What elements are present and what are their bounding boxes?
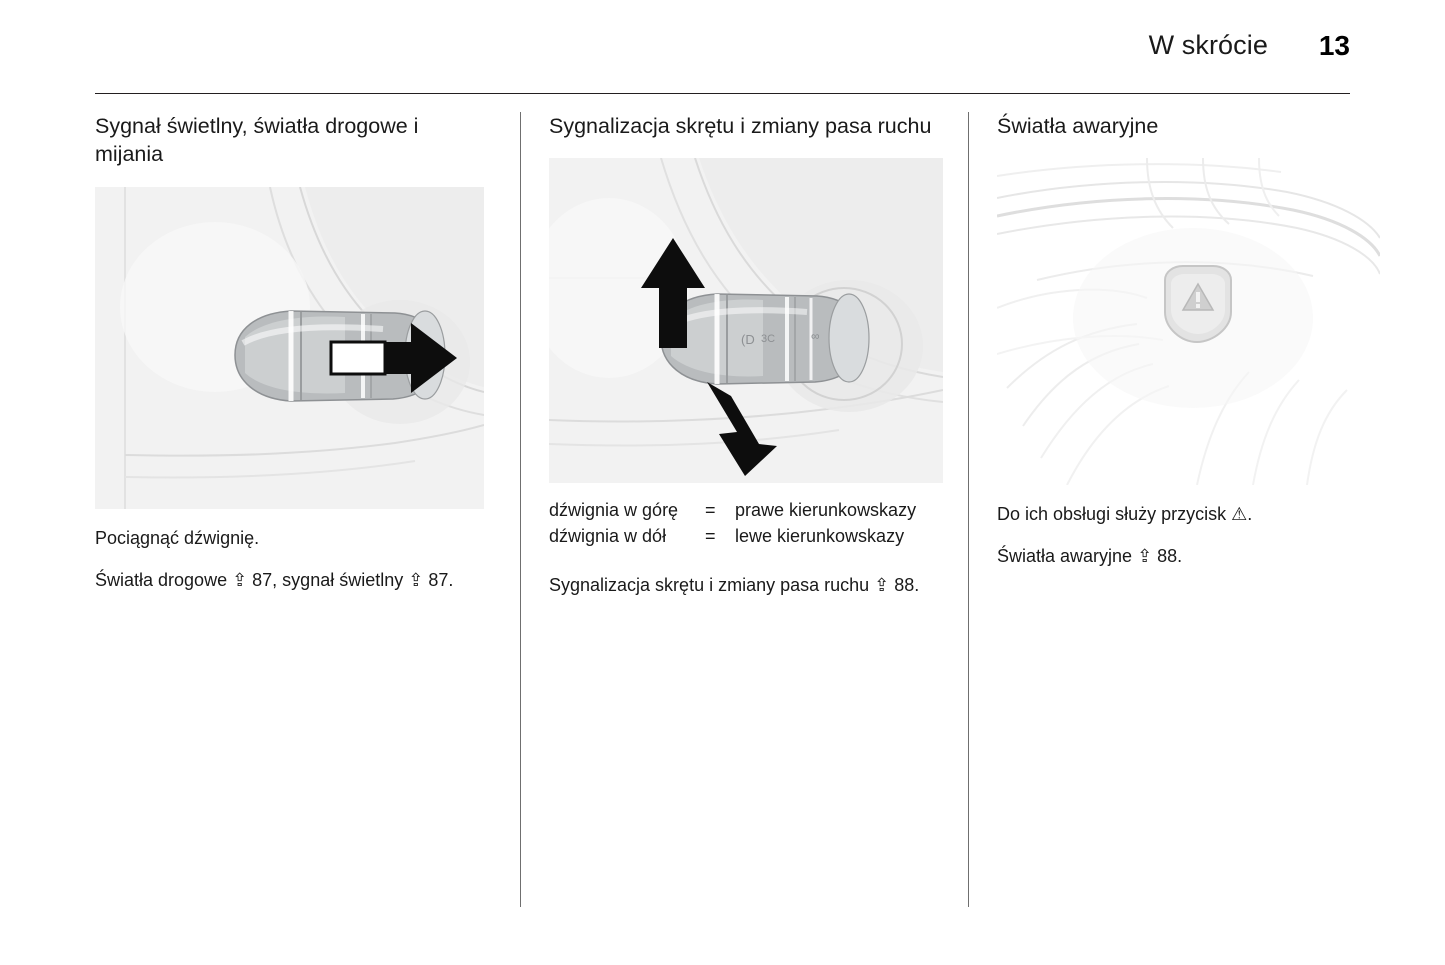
turn-signal-lever-up-down-illustration (549, 158, 943, 483)
header-divider-rule (95, 93, 1350, 94)
definition-term: dźwignia w dół (549, 525, 667, 546)
section-title-headlight-flash: Sygnał świetlny, światła drogowe i mijania (95, 114, 419, 167)
chapter-title: W skrócie (1148, 30, 1268, 60)
cross-reference-high-beam: Światła drogowe ⇪ 87, sygnał świetlny ⇪ 87. (95, 569, 454, 590)
cross-reference-turn-signal: Sygnalizacja skrętu i zmiany pasa ruchu ⇪ 88. (549, 575, 920, 596)
section-title-hazard-lights: Światła awaryjne (997, 114, 1159, 138)
section-title-turn-signal: Sygnalizacja skrętu i zmiany pasa ruchu (549, 114, 932, 138)
column-hazard-lights (969, 112, 1352, 907)
instruction-pull-lever: Pociągnąć dźwignię. (95, 527, 260, 548)
column-turn-signal (521, 112, 968, 907)
cross-reference-hazard-lights: Światła awaryjne ⇪ 88. (997, 546, 1183, 567)
table-row (549, 525, 942, 550)
page-number: 13 (1318, 30, 1350, 61)
hazard-button-graphic (1165, 266, 1231, 342)
definition-value: lewe kierunkowskazy (735, 525, 905, 546)
table-row (549, 499, 942, 524)
hazard-warning-light-button-illustration (997, 158, 1380, 485)
turn-signal-lever-pull-illustration (95, 187, 484, 509)
turn-signal-definition-table (549, 499, 942, 550)
svg-text:(D: (D (741, 332, 755, 348)
page-header (95, 30, 1350, 86)
definition-term: dźwignia w górę (549, 500, 679, 521)
definition-equals: = (705, 500, 716, 521)
svg-text:3C: 3C (761, 333, 776, 346)
definition-equals: = (705, 525, 716, 546)
definition-value: prawe kierunkowskazy (735, 500, 917, 521)
column-headlight-flash (95, 112, 520, 907)
svg-text:∞: ∞ (811, 329, 820, 344)
page-columns (95, 112, 1350, 907)
instruction-hazard-button: Do ich obsługi służy przycisk ⚠. (997, 504, 1253, 525)
